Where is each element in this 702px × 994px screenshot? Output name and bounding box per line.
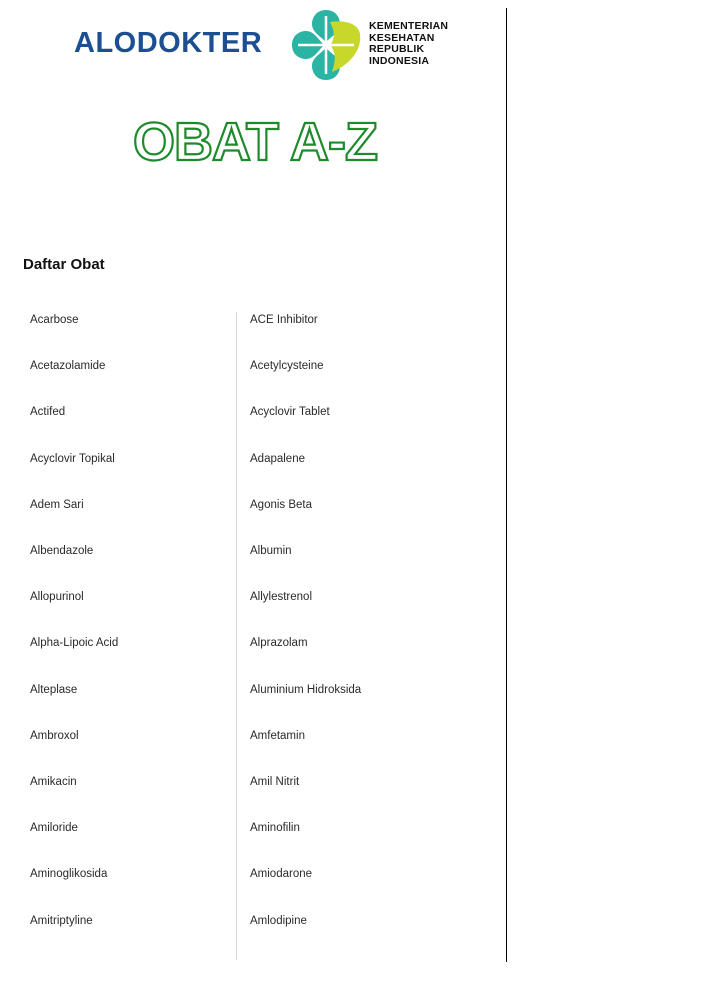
page-title <box>110 108 400 174</box>
drug-link[interactable]: Albendazole <box>30 545 94 557</box>
drug-link[interactable]: Amlodipine <box>250 914 307 927</box>
table-row <box>0 681 506 701</box>
drug-link[interactable]: Agonis Beta <box>250 498 313 511</box>
table-row <box>0 311 506 331</box>
drug-link[interactable]: Alteplase <box>30 683 78 696</box>
ministry-line: REPUBLIK <box>369 43 425 55</box>
drug-link[interactable]: Albumin <box>250 545 292 557</box>
drug-link[interactable]: ACE Inhibitor <box>250 314 318 326</box>
drug-link[interactable]: Acyclovir Topikal <box>30 452 115 465</box>
ministry-name <box>369 21 479 67</box>
table-row <box>0 496 506 516</box>
table-row <box>0 912 506 932</box>
table-row <box>0 819 506 839</box>
table-row <box>0 865 506 885</box>
table-row <box>0 542 506 562</box>
table-row <box>0 727 506 747</box>
section-heading: Daftar Obat <box>23 256 105 273</box>
alodokter-logo: ALODOKTER <box>74 27 263 59</box>
drug-link[interactable]: Amiloride <box>30 822 78 835</box>
drug-link[interactable]: Aminofilin <box>250 822 300 835</box>
drug-link[interactable]: Ambroxol <box>30 729 79 742</box>
drug-link[interactable]: Amiodarone <box>250 868 313 881</box>
drug-link[interactable]: Amikacin <box>30 776 77 788</box>
drug-link[interactable]: Amfetamin <box>250 729 305 742</box>
drug-link[interactable]: Actifed <box>30 406 66 419</box>
table-row <box>0 634 506 654</box>
page-header <box>0 0 506 100</box>
page-border-line <box>506 8 507 962</box>
drug-link[interactable]: Alprazolam <box>250 637 308 650</box>
table-row <box>0 588 506 608</box>
drug-link[interactable]: Acarbose <box>30 314 79 326</box>
drug-link[interactable]: Allylestrenol <box>250 591 312 604</box>
ministry-line: INDONESIA <box>369 54 430 67</box>
ministry-line: KESEHATAN <box>369 31 435 44</box>
drug-link[interactable]: Alpha-Lipoic Acid <box>30 637 119 650</box>
kemenkes-logo-icon <box>290 8 362 82</box>
table-row <box>0 403 506 423</box>
drug-link[interactable]: Adapalene <box>250 452 305 465</box>
table-row <box>0 357 506 377</box>
drug-link[interactable]: Amitriptyline <box>30 914 93 927</box>
ministry-line: KEMENTERIAN <box>369 20 449 32</box>
drug-link[interactable]: Amil Nitrit <box>250 776 300 788</box>
drug-link[interactable]: Acetylcysteine <box>250 360 324 373</box>
drug-link[interactable]: Acyclovir Tablet <box>250 406 330 419</box>
table-row <box>0 450 506 470</box>
drug-link[interactable]: Allopurinol <box>30 591 84 604</box>
drug-link[interactable]: Aminoglikosida <box>30 868 108 881</box>
drug-link[interactable]: Adem Sari <box>30 498 84 511</box>
drug-link[interactable]: Acetazolamide <box>30 360 106 373</box>
table-row <box>0 773 506 793</box>
drug-link[interactable]: Aluminium Hidroksida <box>250 683 362 696</box>
page-title-text: OBAT A-Z <box>133 112 377 172</box>
